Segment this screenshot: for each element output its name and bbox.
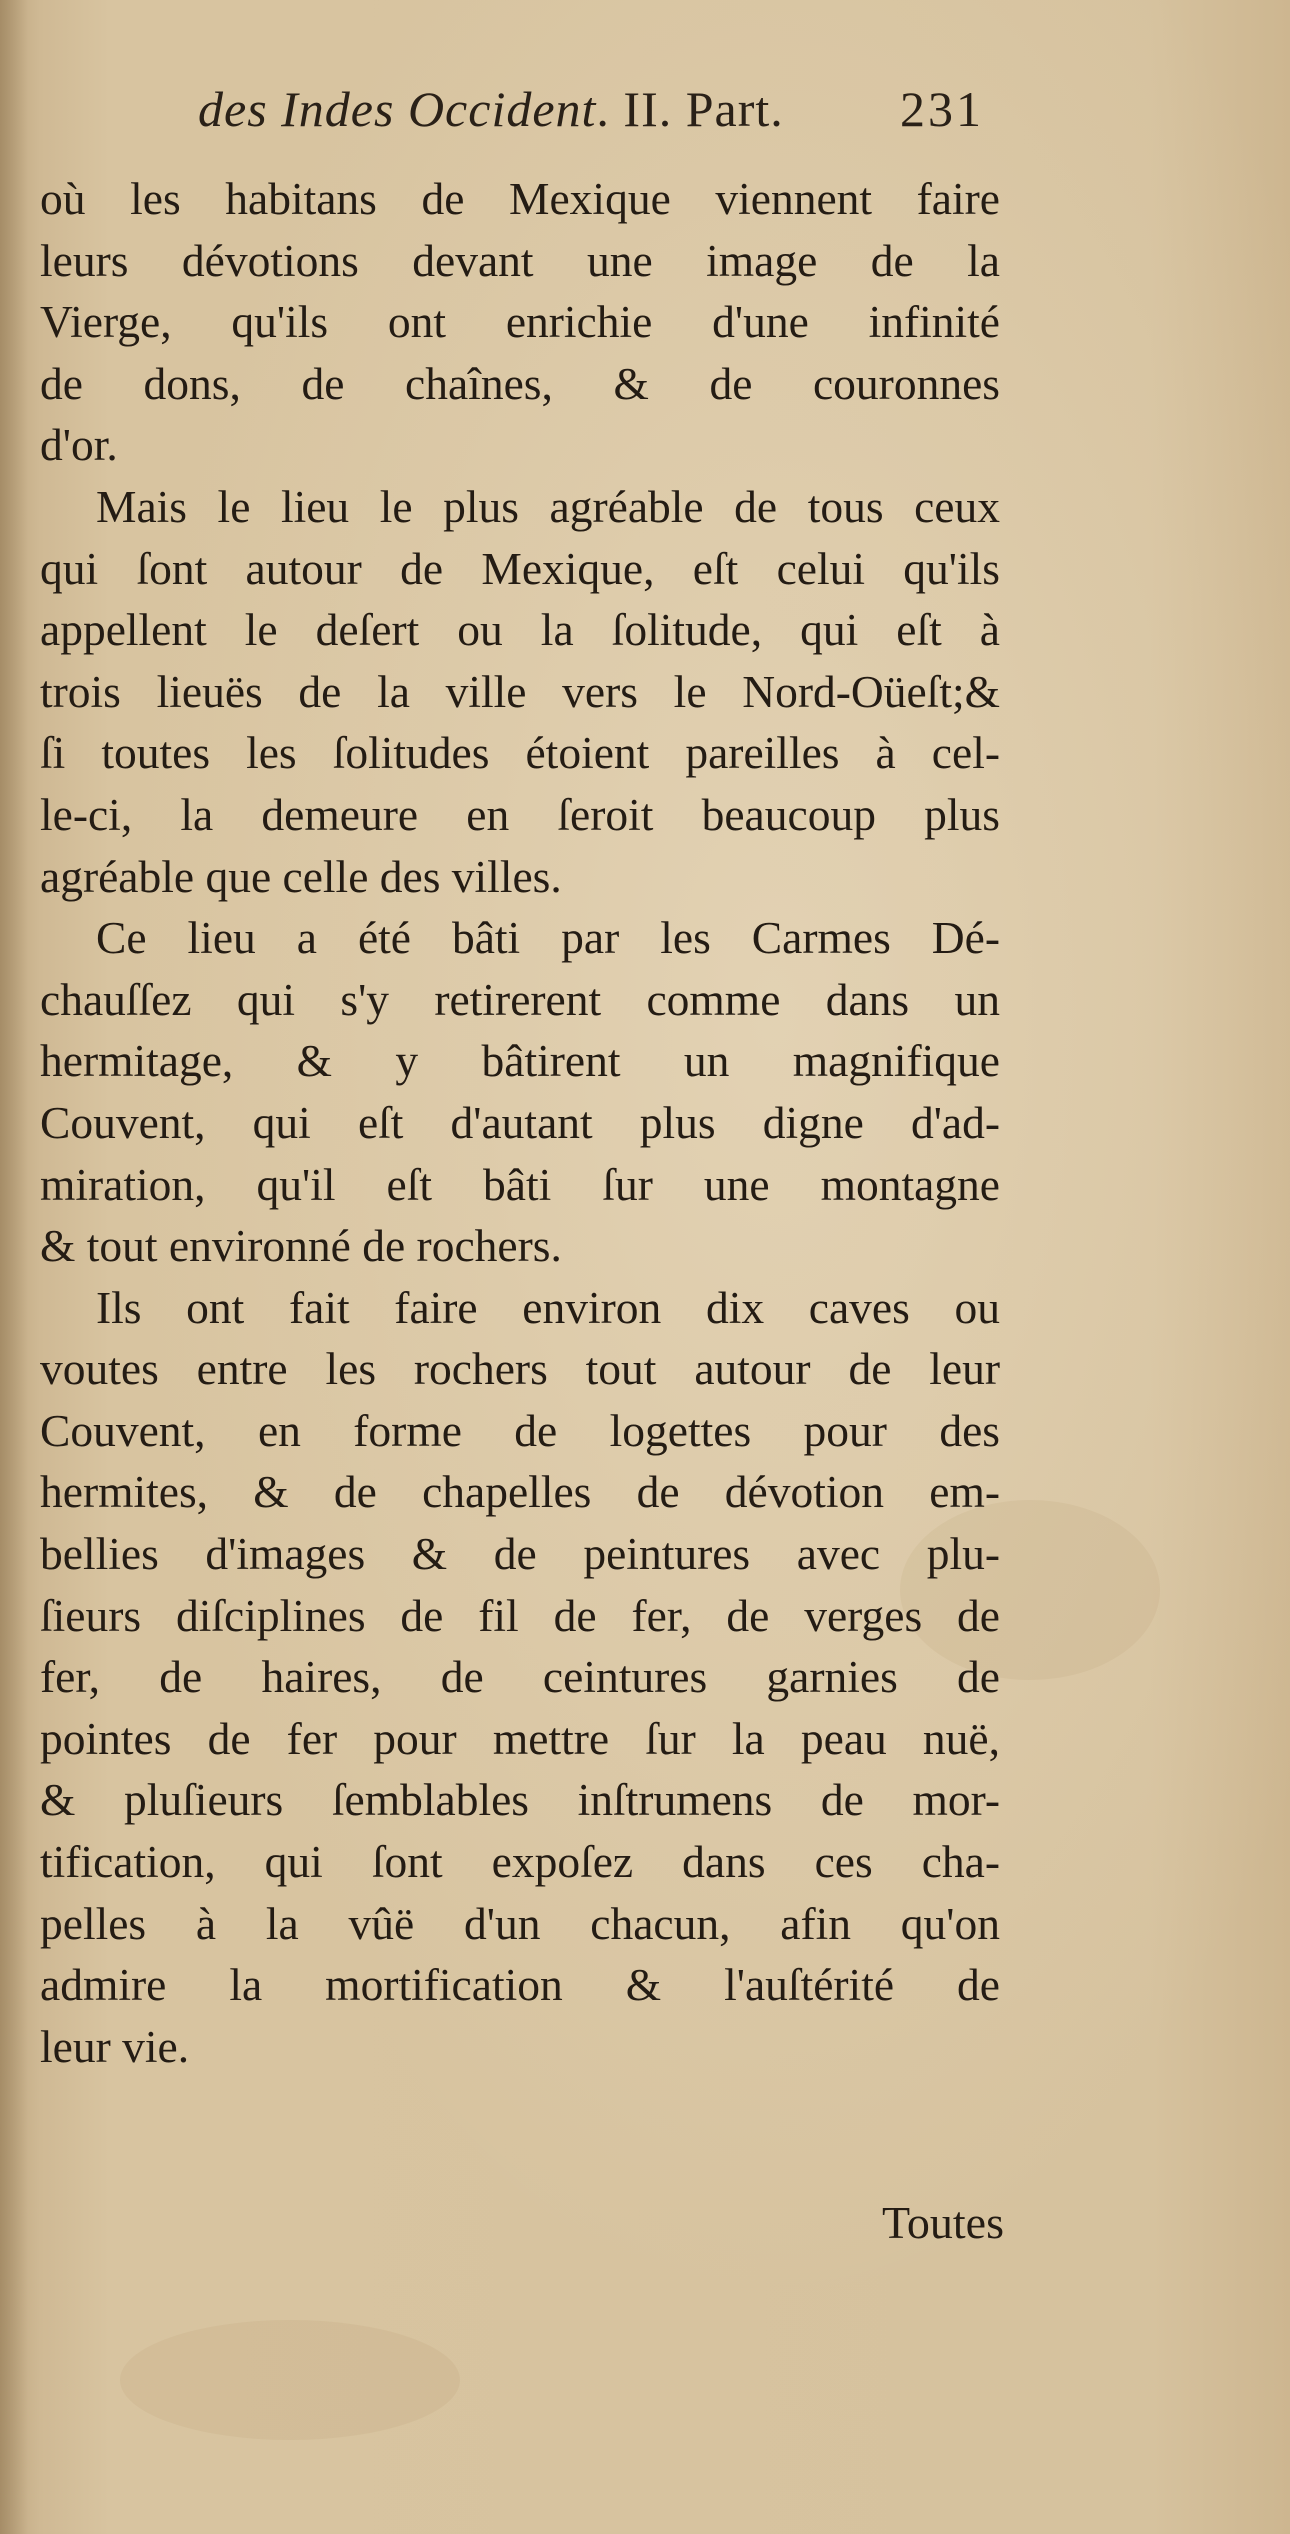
body-text — [40, 168, 1000, 2077]
text-line: pointes de fer pour mettre ſur la peau nuë, — [40, 1712, 1000, 1764]
text-line: de dons, de chaînes, & de couronnes — [40, 357, 1000, 409]
text-line: Couvent, en forme de logettes pour des — [40, 1404, 1000, 1456]
text-line: Ce lieu a été bâti par les Carmes Dé- — [96, 912, 1000, 964]
page-header — [0, 72, 1290, 152]
text-line: & pluſieurs ſemblables inſtrumens de mor- — [40, 1774, 1000, 1826]
text-line: miration, qu'il eſt bâti ſur une montagne — [40, 1158, 1000, 1210]
text-line: pelles à la vûë d'un chacun, afin qu'on — [40, 1897, 1000, 1949]
text-line: Ils ont fait faire environ dix caves ou — [96, 1281, 1000, 1333]
text-line: Couvent, qui eſt d'autant plus digne d'ad- — [40, 1096, 1000, 1148]
text-line: & tout environné de rochers. — [40, 1220, 562, 1272]
text-line: où les habitans de Mexique viennent faire — [40, 173, 1000, 224]
text-line: chauſſez qui s'y retirerent comme dans un — [40, 973, 1000, 1025]
text-line: le-ci, la demeure en ſeroit beaucoup plus — [40, 788, 1000, 840]
page-number: 231 — [900, 81, 984, 137]
text-line: fer, de haires, de ceintures garnies de — [40, 1651, 1000, 1703]
text-line: leurs dévotions devant une image de la — [40, 234, 1000, 286]
running-head-part: . II. Part. — [596, 81, 784, 137]
text-line: Vierge, qu'ils ont enrichie d'une infinité — [40, 296, 1000, 348]
text-line: bellies d'images & de peintures avec plu- — [40, 1528, 1000, 1580]
text-line: qui ſont autour de Mexique, eſt celui qu'ils — [40, 542, 1000, 594]
text-line: leur vie. — [40, 2020, 190, 2072]
text-line: ſi toutes les ſolitudes étoient pareilles à cel- — [40, 727, 1000, 779]
text-line: Mais le lieu le plus agréable de tous ceux — [96, 480, 1000, 532]
text-line: ſieurs diſciplines de fil de fer, de verges de — [40, 1589, 1000, 1641]
running-head — [198, 80, 784, 138]
gutter-shadow — [0, 0, 28, 2534]
text-line: d'or. — [40, 419, 118, 471]
text-line: appellent le deſert ou la ſolitude, qui eſt à — [40, 604, 1000, 656]
text-line: tification, qui ſont expoſez dans ces cha- — [40, 1836, 1000, 1888]
catchword: Toutes — [882, 2197, 1004, 2248]
text-line: hermites, & de chapelles de dévotion em- — [40, 1466, 1000, 1518]
text-line: voutes entre les rochers tout autour de leur — [40, 1343, 1000, 1395]
running-head-title: des Indes Occident — [198, 81, 597, 137]
text-line: trois lieuës de la ville vers le Nord-Oüeſt;& — [40, 665, 1000, 717]
text-line: admire la mortification & l'auſtérité de — [40, 1959, 1000, 2011]
text-line: agréable que celle des villes. — [40, 850, 562, 902]
text-line: hermitage, & y bâtirent un magnifique — [40, 1035, 1000, 1087]
paper-stain — [120, 2320, 460, 2440]
